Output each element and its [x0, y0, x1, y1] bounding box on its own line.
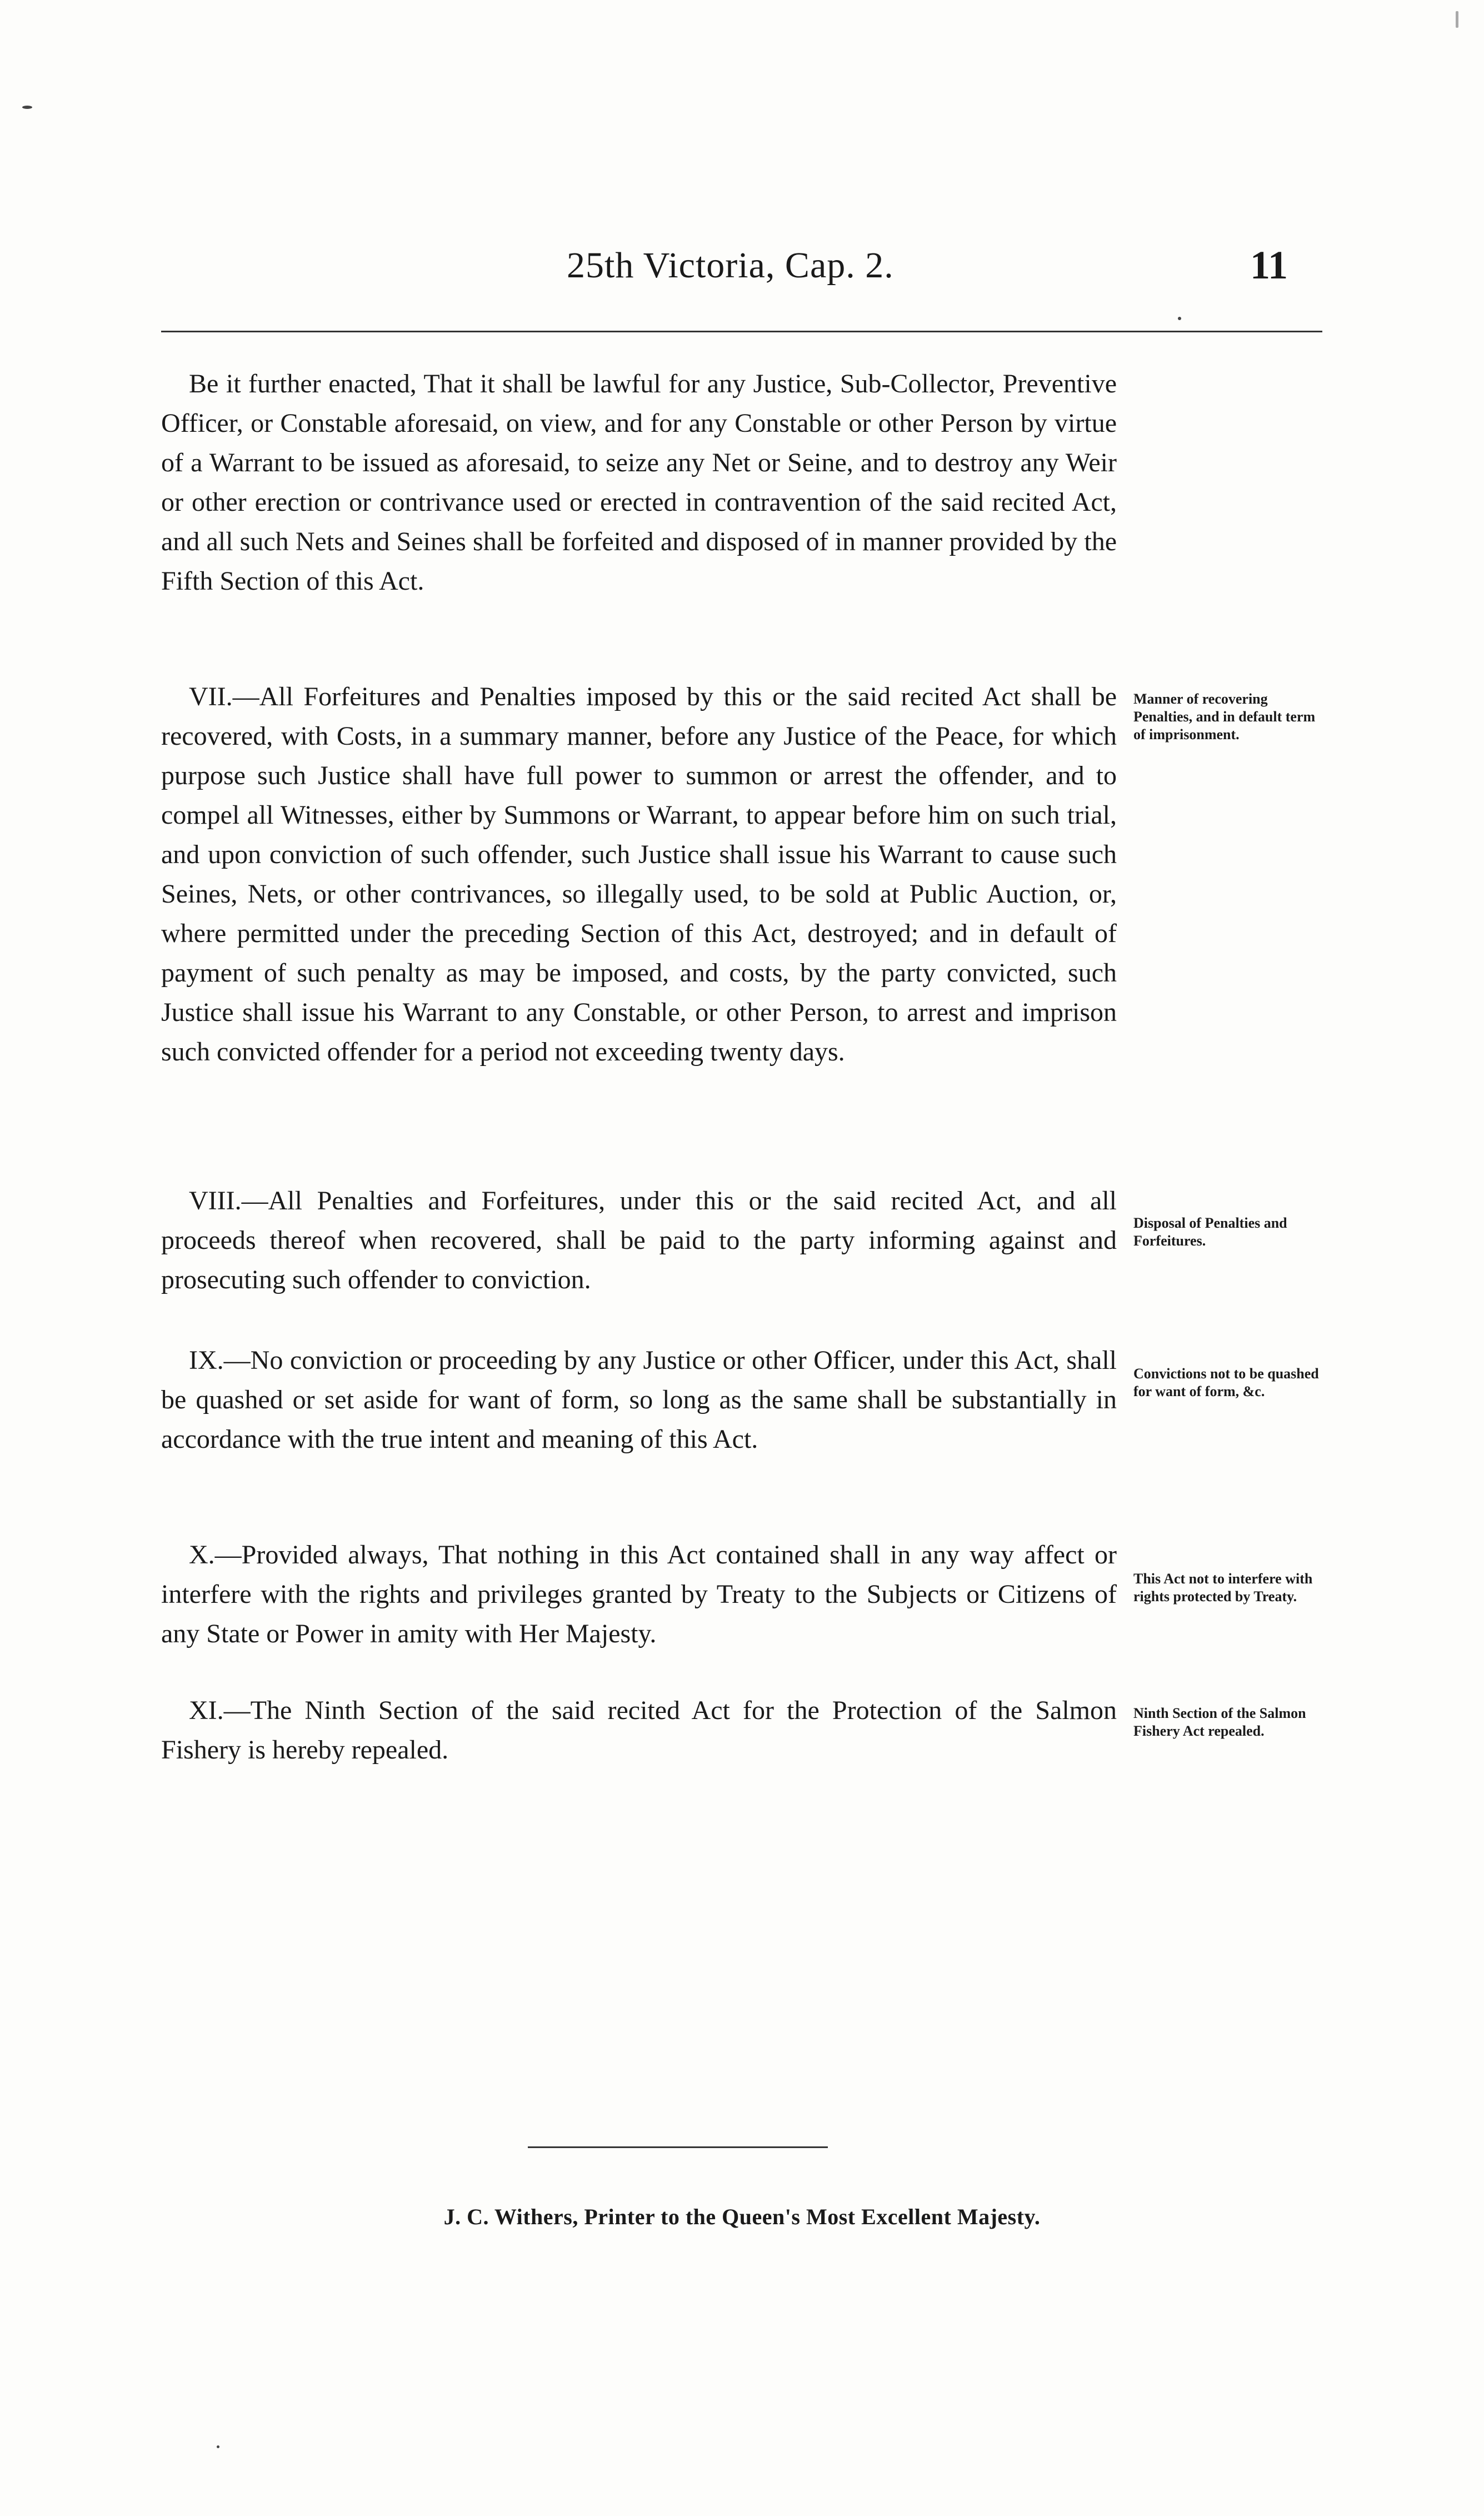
margin-note-salmon-fishery: Ninth Section of the Salmon Fishery Act repealed.: [1133, 1705, 1306, 1739]
margin-note-disposal-penalties: Disposal of Penalties and Forfeitures.: [1133, 1215, 1287, 1249]
scan-speck: [217, 2445, 219, 2448]
paragraph-enactment: Be it further enacted, That it shall be lawful for any Justice, Sub-Collector, Preventive Officer, or Constable aforesaid, on view, and for any Constable or other Person by virtue of a Warrant to be issued as aforesaid, to seize any Net or Seine, and to destroy any Weir or other erection or contrivance used or erected in contravention of the said recited Act, and all such Nets and Seines shall be forfeited and disposed of in manner provided by the Fifth Section of this Act.: [161, 369, 1117, 596]
scan-speck: [1178, 317, 1181, 320]
footer-rule: [528, 2146, 828, 2148]
margin-note-convictions: Convictions not to be quashed for want of form, &c.: [1133, 1366, 1319, 1399]
margin-note-treaty: This Act not to interfere with rights protected by Treaty.: [1133, 1571, 1313, 1605]
scan-speck: [1456, 11, 1458, 28]
header-rule: [161, 331, 1322, 332]
section-xi: XI.—The Ninth Section of the said recited Act for the Protection of the Salmon Fishery is hereby repealed.: [161, 1696, 1117, 1765]
margin-note-recovering-penalties: Manner of recovering Penalties, and in default term of imprisonment.: [1133, 691, 1316, 743]
section-ix: IX.—No conviction or proceeding by any Justice or other Officer, under this Act, shall be quashed or set aside for want of form, so long as the same shall be substantially in accordance with the true intent and meaning of this Act.: [161, 1346, 1117, 1454]
running-title: 25th Victoria, Cap. 2.: [567, 245, 894, 286]
section-vii: VII.—All Forfeitures and Penalties imposed by this or the said recited Act shall be recovered, with Costs, in a summary manner, before any Justice of the Peace, for which purpose such Justice shall have full power to summon or arrest the offender, and to compel all Witnesses, either by Summons or Warrant, to appear before him on such trial, and upon conviction of such offender, such Justice shall issue his Warrant to cause such Seines, Nets, or other contrivances, so illegally used, to be sold at Public Auction, or, where permitted under the preceding Section of this Act, destroyed; and in default of payment of such penalty as may be imposed, and costs, by the party convicted, such Justice shall issue his Warrant to any Constable, or other Person, to arrest and imprison such convicted offender for a period not exceeding twenty days.: [161, 682, 1117, 1067]
section-x: X.—Provided always, That nothing in this Act contained shall in any way affect or interfere with the rights and privileges granted by Treaty to the Subjects or Citizens of any State or Power in amity with Her Majesty.: [161, 1540, 1117, 1648]
scan-speck: [22, 106, 32, 109]
page-number: 11: [1250, 243, 1288, 287]
section-viii: VIII.—All Penalties and Forfeitures, under this or the said recited Act, and all proceeds thereof when recovered, shall be paid to the party informing against and prosecuting such offender to conviction.: [161, 1186, 1117, 1294]
printer-imprint: J. C. Withers, Printer to the Queen's Most Excellent Majesty.: [443, 2204, 1041, 2229]
